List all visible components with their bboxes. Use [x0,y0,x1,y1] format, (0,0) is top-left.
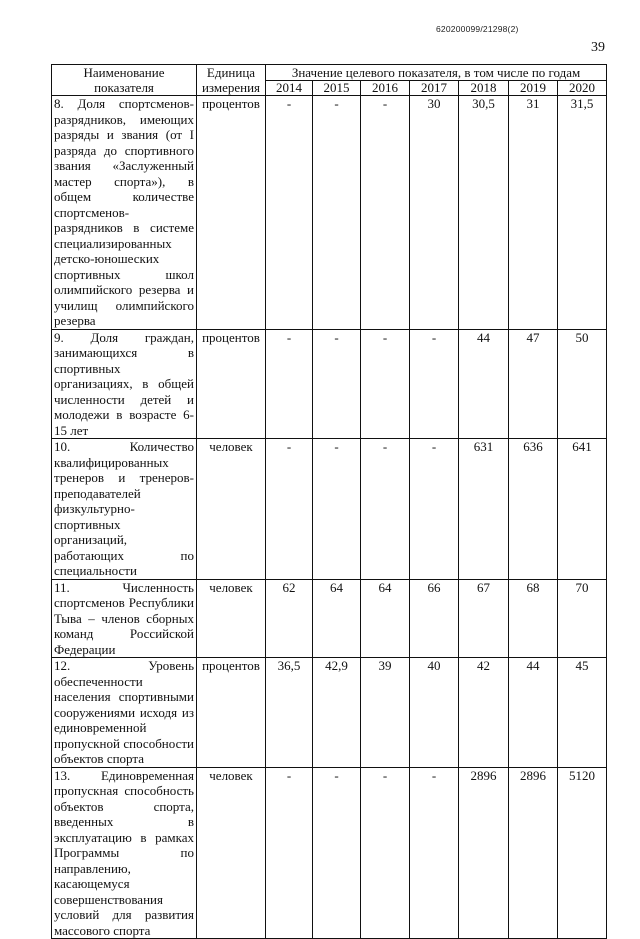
page-number: 39 [591,40,605,55]
value-cell: 42 [459,658,509,768]
indicator-unit: процентов [197,96,266,330]
value-cell: 631 [459,439,509,580]
value-cell: - [266,439,313,580]
value-cell: 2896 [459,767,509,939]
indicator-name: 11. Численность спортсменов Республики Тыва – членов сборных команд Российской Федерации [52,579,197,658]
document-code: 620200099/21298(2) [436,24,519,34]
header-row [52,65,607,81]
indicator-name: 8. Доля спортсменов-разрядников, имеющих разряды и звания (от I разряда до спортивного звания «Заслуженный мастер спорта»), в общем количестве спортсменов-разрядников в системе специализированных детско-юношеских спортивных школ олимпийского резерва и училищ олимпийского резерва [52,96,197,330]
year-header: 2019 [509,81,558,96]
value-cell: 66 [410,579,459,658]
value-cell: - [266,767,313,939]
value-cell: 42,9 [313,658,361,768]
year-header: 2015 [313,81,361,96]
value-cell: 68 [509,579,558,658]
value-cell: 44 [459,329,509,439]
table-row [52,329,607,439]
value-cell: - [410,767,459,939]
value-cell: 47 [509,329,558,439]
year-header: 2017 [410,81,459,96]
indicator-unit: человек [197,439,266,580]
value-cell: 64 [361,579,410,658]
value-cell: 67 [459,579,509,658]
value-cell: 5120 [558,767,607,939]
value-cell: - [266,96,313,330]
value-cell: - [313,767,361,939]
indicator-name: 13. Единовременная пропускная способность объектов спорта, введенных в эксплуатацию в рамках Программы по направлению, касающемуся совершенствования условий для развития массового спорта [52,767,197,939]
table-row [52,658,607,768]
value-cell: 40 [410,658,459,768]
table-row [52,96,607,330]
value-cell: - [361,96,410,330]
header-unit: Единица измерения [197,65,266,96]
year-header: 2020 [558,81,607,96]
year-header: 2014 [266,81,313,96]
table-row [52,579,607,658]
value-cell: 30 [410,96,459,330]
indicator-name: 10. Количество квалифицированных тренеров и тренеров-преподавателей физкультурно-спортивных организаций, работающих по специальности [52,439,197,580]
value-cell: 31 [509,96,558,330]
header-indicator-name: Наименование показателя [52,65,197,96]
value-cell: - [410,329,459,439]
value-cell: - [361,439,410,580]
value-cell: 50 [558,329,607,439]
value-cell: 39 [361,658,410,768]
value-cell: - [313,439,361,580]
value-cell: - [313,96,361,330]
value-cell: 2896 [509,767,558,939]
value-cell: 30,5 [459,96,509,330]
value-cell: 64 [313,579,361,658]
value-cell: - [313,329,361,439]
year-header: 2018 [459,81,509,96]
header-values-group: Значение целевого показателя, в том числе по годам [266,65,607,81]
table-row [52,767,607,939]
indicator-name: 9. Доля граждан, занимающихся в спортивных организациях, в общей численности детей и молодежи в возрасте 6-15 лет [52,329,197,439]
indicator-unit: процентов [197,658,266,768]
target-indicators-table [51,64,607,939]
value-cell: 31,5 [558,96,607,330]
value-cell: 45 [558,658,607,768]
value-cell: - [410,439,459,580]
table-row [52,439,607,580]
value-cell: 36,5 [266,658,313,768]
value-cell: 641 [558,439,607,580]
indicator-unit: процентов [197,329,266,439]
value-cell: - [361,329,410,439]
indicator-name: 12. Уровень обеспеченности населения спортивными сооружениями исходя из единовременной пропускной способности объектов спорта [52,658,197,768]
year-header: 2016 [361,81,410,96]
value-cell: - [361,767,410,939]
value-cell: 62 [266,579,313,658]
value-cell: 636 [509,439,558,580]
indicator-unit: человек [197,579,266,658]
value-cell: - [266,329,313,439]
indicator-unit: человек [197,767,266,939]
value-cell: 44 [509,658,558,768]
value-cell: 70 [558,579,607,658]
